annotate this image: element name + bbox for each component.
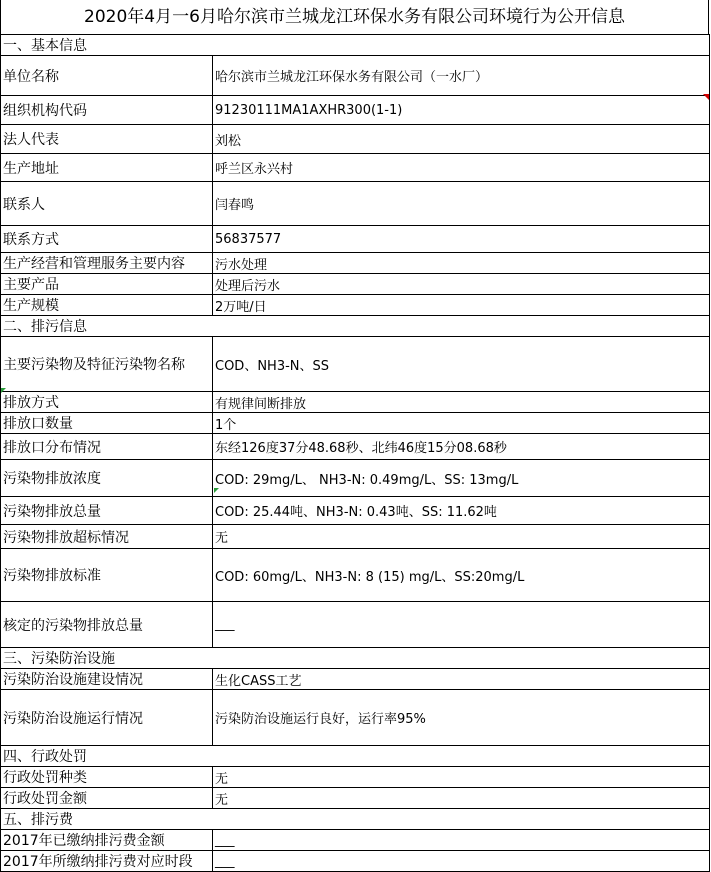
contact-label: 联系人 [1, 182, 213, 226]
method-value[interactable]: 有规律间断排放 [213, 392, 710, 413]
construction-value[interactable]: 生化CASS工艺 [213, 669, 710, 690]
table-row [1, 669, 710, 690]
table-row [1, 434, 710, 460]
table-row [1, 690, 710, 746]
section-row [1, 809, 710, 830]
comment-indicator-icon[interactable] [703, 94, 709, 100]
section-facilities: 三、污染防治设施 [1, 648, 710, 669]
table-row [1, 767, 710, 788]
outlet-count-value[interactable]: 1个 [213, 413, 710, 434]
concentration-value[interactable]: COD: 29mg/L、 NH3-N: 0.49mg/L、SS: 13mg/L [213, 460, 710, 497]
section-discharge: 二、排污信息 [1, 316, 710, 337]
table-row [1, 253, 710, 274]
product-value[interactable]: 处理后污水 [213, 274, 710, 295]
phone-value[interactable]: 56837577 [213, 226, 710, 253]
pollutants-value[interactable]: COD、NH3-N、SS [213, 337, 710, 392]
legal-rep-label: 法人代表 [1, 125, 213, 154]
pollutants-label: 主要污染物及特征污染物名称 [1, 337, 213, 392]
standard-label: 污染物排放标准 [1, 549, 213, 602]
approved-value[interactable]: ___ [213, 602, 710, 648]
section-penalty: 四、行政处罚 [1, 746, 710, 767]
table-row [1, 830, 710, 851]
section-row [1, 746, 710, 767]
table-row [1, 392, 710, 413]
table-row [1, 337, 710, 392]
org-code-label: 组织机构代码 [1, 96, 213, 125]
method-label: 排放方式 [1, 392, 213, 413]
table-row [1, 96, 710, 125]
section-row [1, 316, 710, 337]
penalty-amount-value[interactable]: 无 [213, 788, 710, 809]
phone-label: 联系方式 [1, 226, 213, 253]
section-row [1, 35, 710, 56]
table-row [1, 274, 710, 295]
penalty-type-label: 行政处罚种类 [1, 767, 213, 788]
error-indicator-icon [214, 488, 219, 493]
unit-name-value[interactable]: 哈尔滨市兰城龙江环保水务有限公司（一水厂） [213, 56, 710, 96]
address-label: 生产地址 [1, 154, 213, 182]
fee-paid-label: 2017年已缴纳排污费金额 [1, 830, 213, 851]
exceed-label: 污染物排放超标情况 [1, 525, 213, 549]
outlet-count-label: 排放口数量 [1, 413, 213, 434]
penalty-type-value[interactable]: 无 [213, 767, 710, 788]
concentration-label: 污染物排放浓度 [1, 460, 213, 497]
contact-value[interactable]: 闫春鸣 [213, 182, 710, 226]
error-indicator-icon [1, 388, 6, 393]
operation-label: 污染防治设施运行情况 [1, 690, 213, 746]
product-label: 主要产品 [1, 274, 213, 295]
standard-value[interactable]: COD: 60mg/L、NH3-N: 8 (15) mg/L、SS:20mg/L [213, 549, 710, 602]
table-row [1, 226, 710, 253]
scale-value[interactable]: 2万吨/日 [213, 295, 710, 316]
section-fee: 五、排污费 [1, 809, 710, 830]
table-row [1, 295, 710, 316]
outlet-location-value[interactable]: 东经126度37分48.68秒、北纬46度15分08.68秒 [213, 434, 710, 460]
penalty-amount-label: 行政处罚金额 [1, 788, 213, 809]
legal-rep-value[interactable]: 刘松 [213, 125, 710, 154]
fee-period-value[interactable]: ___ [213, 851, 710, 872]
table-row [1, 851, 710, 872]
table-row [1, 56, 710, 96]
table-row [1, 788, 710, 809]
table-row [1, 602, 710, 648]
business-label: 生产经营和管理服务主要内容 [1, 253, 213, 274]
section-basic: 一、基本信息 [1, 35, 710, 56]
table-row [1, 525, 710, 549]
exceed-value[interactable]: 无 [213, 525, 710, 549]
fee-paid-value[interactable]: ___ [213, 830, 710, 851]
total-label: 污染物排放总量 [1, 497, 213, 525]
table-row [1, 549, 710, 602]
table-row [1, 125, 710, 154]
table-row [1, 460, 710, 497]
business-value[interactable]: 污水处理 [213, 253, 710, 274]
approved-label: 核定的污染物排放总量 [1, 602, 213, 648]
page-title: 2020年4月一6月哈尔滨市兰城龙江环保水务有限公司环境行为公开信息 [0, 0, 709, 34]
construction-label: 污染防治设施建设情况 [1, 669, 213, 690]
unit-name-label: 单位名称 [1, 56, 213, 96]
total-value[interactable]: COD: 25.44吨、NH3-N: 0.43吨、SS: 11.62吨 [213, 497, 710, 525]
table-row [1, 497, 710, 525]
info-table [0, 34, 710, 872]
outlet-location-label: 排放口分布情况 [1, 434, 213, 460]
section-row [1, 648, 710, 669]
table-row [1, 413, 710, 434]
table-row [1, 182, 710, 226]
org-code-value[interactable]: 91230111MA1AXHR300(1-1) [213, 96, 710, 125]
table-row [1, 154, 710, 182]
fee-period-label: 2017年所缴纳排污费对应时段 [1, 851, 213, 872]
operation-value[interactable]: 污染防治设施运行良好，运行率95% [213, 690, 710, 746]
address-value[interactable]: 呼兰区永兴村 [213, 154, 710, 182]
scale-label: 生产规模 [1, 295, 213, 316]
